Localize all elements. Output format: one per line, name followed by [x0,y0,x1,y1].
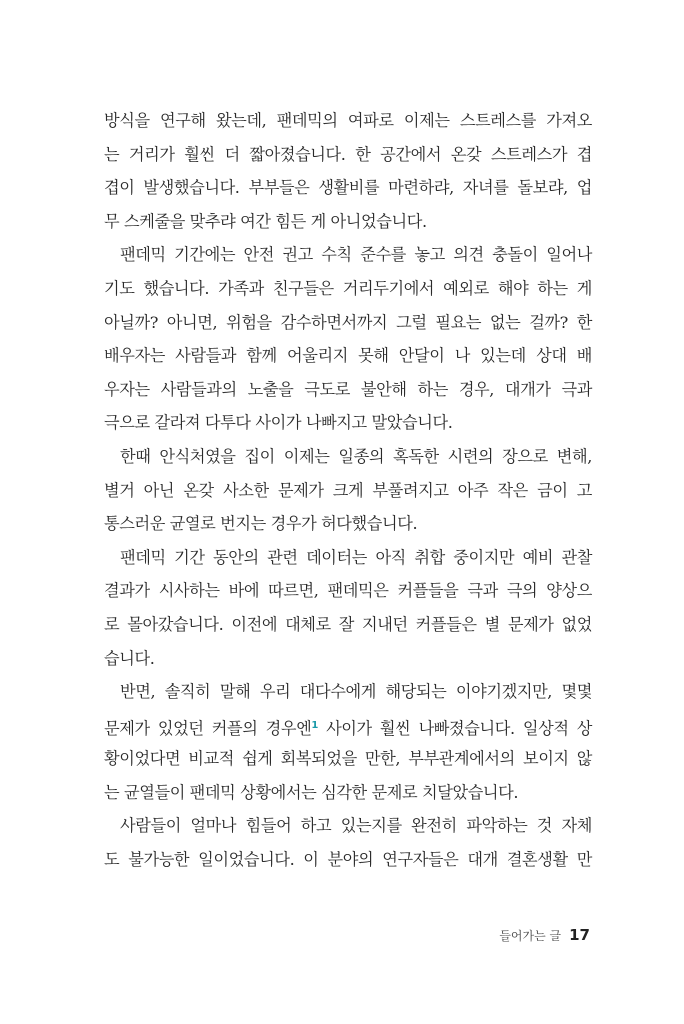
text-line: 우자는 사람들과의 노출을 극도로 불안해 하는 경우, 대개가 극과 [104,379,592,399]
text-fragment: 문제가 있었던 커플의 경우엔 [104,718,312,738]
paragraph-start-line: 한때 안식처였을 집이 이제는 일종의 혹독한 시련의 장으로 변해, [120,446,592,466]
paragraph-start-line: 팬데믹 기간 동안의 관련 데이터는 아직 취합 중이지만 예비 관찰 [120,547,592,567]
page-number: 17 [569,926,590,944]
running-section-title: 들어가는 글 [499,929,562,943]
text-line: 도 불가능한 일이었습니다. 이 분야의 연구자들은 대개 결혼생활 만 [104,850,592,870]
text-line: 습니다. [104,648,155,668]
text-line: 로 몰아갔습니다. 이전에 대체로 잘 지내던 커플들은 별 문제가 없었 [104,614,592,634]
paragraph-start-line: 사람들이 얼마나 힘들어 하고 있는지를 완전히 파악하는 것 자체 [120,816,592,836]
text-line: 황이었다면 비교적 쉽게 회복되었을 만한, 부부관계에서의 보이지 않 [104,749,592,769]
text-line: 별거 아닌 온갖 사소한 문제가 크게 부풀려지고 아주 작은 금이 고 [104,480,592,500]
text-line: 겹이 발생했습니다. 부부들은 생활비를 마련하랴, 자녀를 돌보랴, 업 [104,178,592,198]
text-line: 는 거리가 훨씬 더 짧아졌습니다. 한 공간에서 온갖 스트레스가 겹 [104,144,592,164]
text-line: 결과가 시사하는 바에 따르면, 팬데믹은 커플들을 극과 극의 양상으 [104,581,592,601]
text-line: 방식을 연구해 왔는데, 팬데믹의 여파로 이제는 스트레스를 가져오 [104,111,592,130]
paragraph-start-line: 반면, 솔직히 말해 우리 대다수에게 해당되는 이야기겠지만, 몇몇 [120,682,592,702]
text-line: 무 스케줄을 맞추랴 여간 힘든 게 아니었습니다. [104,211,427,231]
page-footer [499,926,590,944]
page-body [104,104,592,877]
text-line-with-footnote [104,709,592,743]
footnote-marker[interactable]: 1 [311,719,318,731]
text-line: 배우자는 사람들과 함께 어울리지 못해 안달이 나 있는데 상대 배 [104,346,592,366]
text-line: 기도 했습니다. 가족과 친구들은 거리두기에서 예외로 해야 하는 게 [104,278,592,298]
text-line: 극으로 갈라져 다투다 사이가 나빠지고 말았습니다. [104,413,453,433]
text-line: 통스러운 균열로 번지는 경우가 허다했습니다. [104,514,418,534]
paragraph-start-line: 팬데믹 기간에는 안전 권고 수칙 준수를 놓고 의견 충돌이 일어나 [120,245,592,265]
text-line: 아닐까? 아니면, 위험을 감수하면서까지 그럴 필요는 없는 걸까? 한 [104,312,592,332]
text-fragment: 사이가 훨씬 나빠졌습니다. 일상적 상 [326,718,592,738]
text-line: 는 균열들이 팬데믹 상황에서는 심각한 문제로 치달았습니다. [104,782,519,802]
